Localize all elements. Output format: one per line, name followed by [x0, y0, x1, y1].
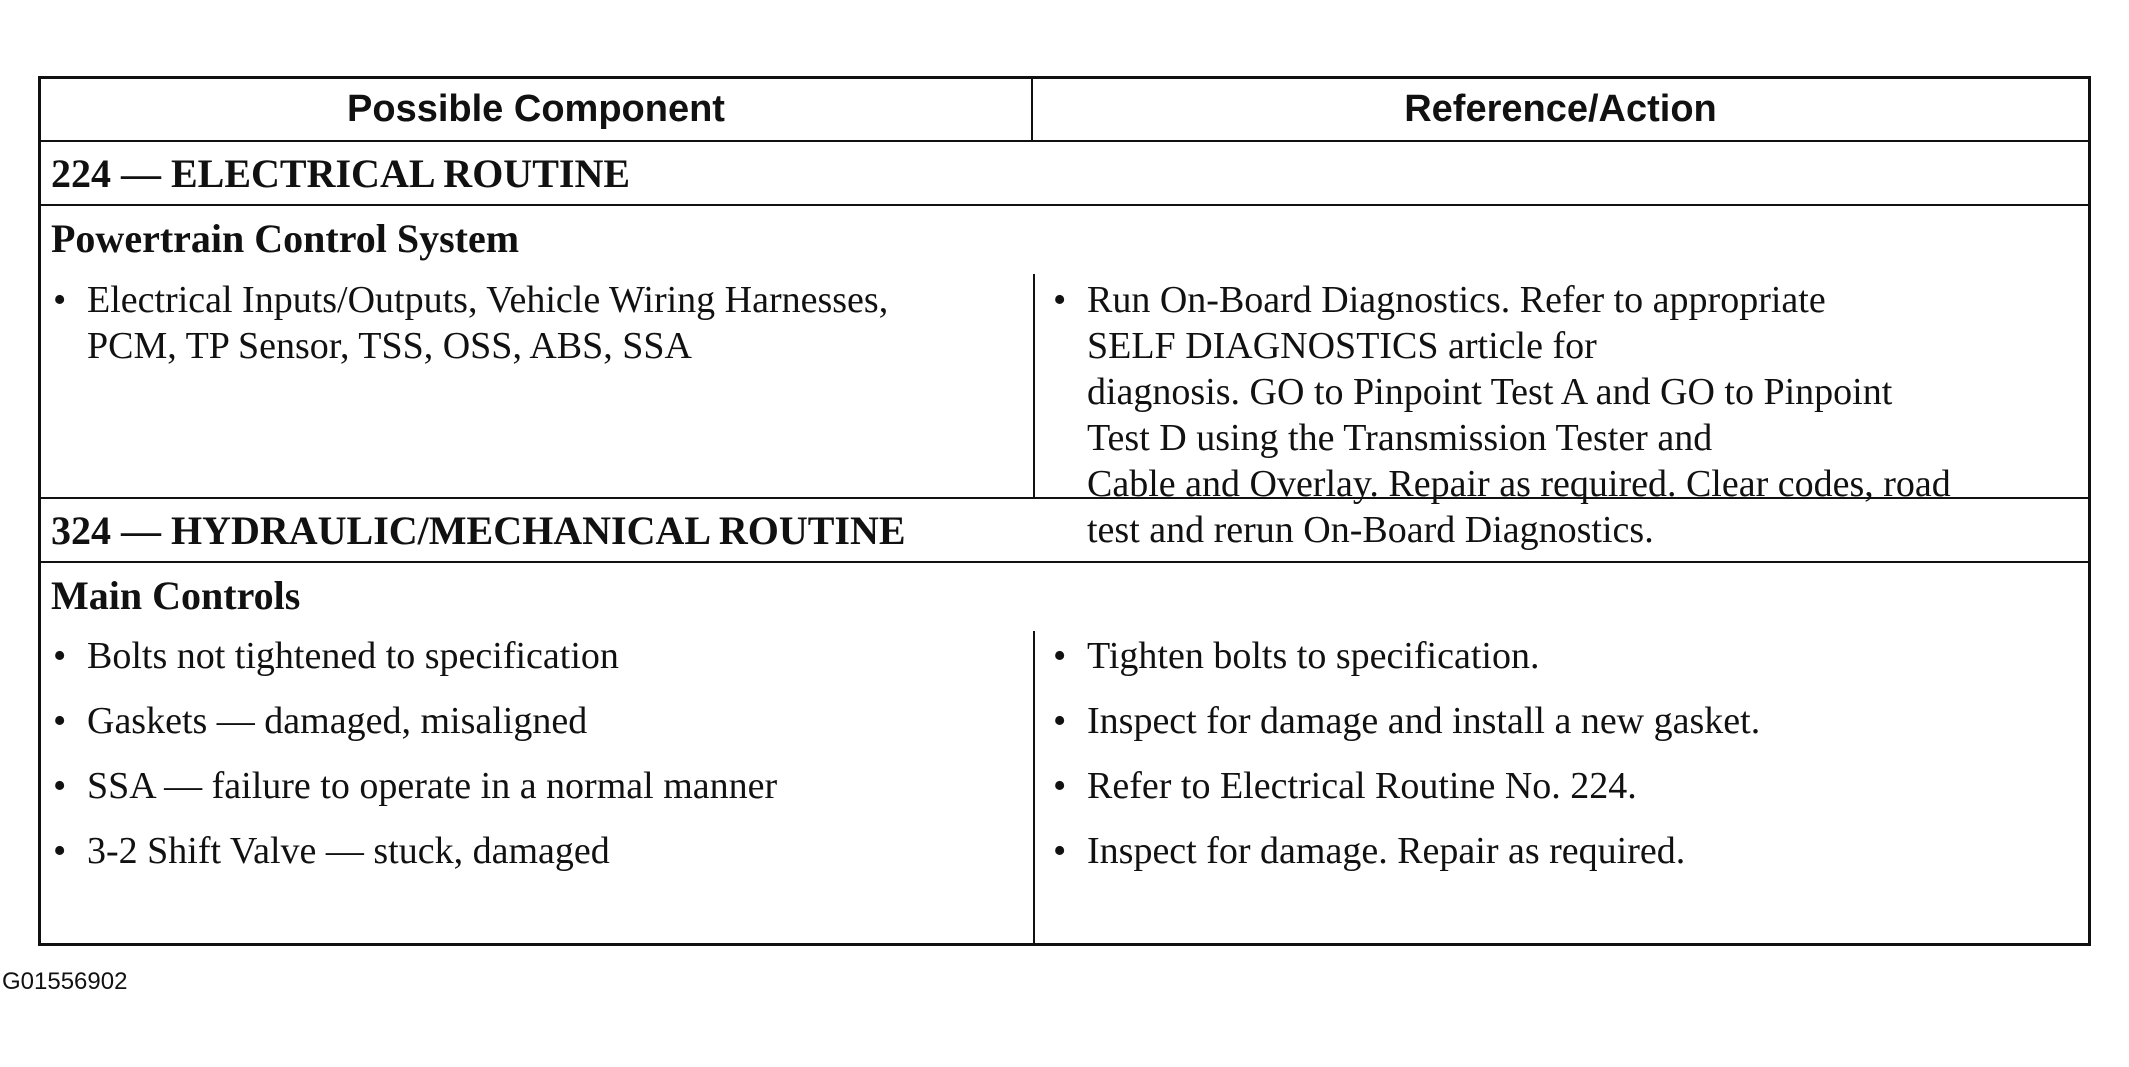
action-text: Run On-Board Diagnostics. Refer to appropriate SELF DIAGNOSTICS article for diagnosis. GO to Pinpoint Test A and GO to Pinpoint Test D using the Transmission Tester and Cable and Overlay. Repair as required. Clear codes, road test and rerun On-Board Diagnostics.	[1087, 279, 1951, 551]
column-header-possible-component: Possible Component	[41, 79, 1033, 140]
bullet-icon: •	[1053, 700, 1067, 742]
bullet-icon: •	[53, 700, 67, 742]
component-text: 3-2 Shift Valve — stuck, damaged	[87, 830, 610, 872]
section-title-224: 224 — ELECTRICAL ROUTINE	[41, 142, 2088, 206]
bullet-icon: •	[53, 830, 67, 872]
action-text: Inspect for damage and install a new gasket.	[1087, 700, 1761, 742]
action-text: Inspect for damage. Repair as required.	[1087, 830, 1686, 872]
bullet-icon: •	[53, 279, 67, 321]
subsection-title-main-controls: Main Controls	[51, 572, 301, 618]
diagnostic-table	[38, 76, 2091, 946]
figure-id: G01556902	[2, 968, 128, 995]
action-item	[1051, 633, 2081, 679]
subsection-title-powertrain: Powertrain Control System	[51, 215, 520, 261]
component-text: Bolts not tightened to specification	[87, 635, 619, 677]
bullet-icon: •	[1053, 635, 1067, 677]
component-text: Gaskets — damaged, misaligned	[87, 700, 588, 742]
section-block-324	[41, 563, 2088, 943]
action-text: Refer to Electrical Routine No. 224.	[1087, 765, 1637, 807]
bullet-icon: •	[1053, 765, 1067, 807]
column-header-reference-action: Reference/Action	[1404, 88, 1717, 130]
component-text: Electrical Inputs/Outputs, Vehicle Wiring Harnesses, PCM, TP Sensor, TSS, OSS, ABS, SSA	[87, 279, 889, 367]
action-text: Tighten bolts to specification.	[1087, 635, 1540, 677]
column-divider	[1033, 631, 1035, 943]
section-title-324: 324 — HYDRAULIC/MECHANICAL ROUTINE	[41, 499, 2088, 563]
action-item	[1051, 763, 2081, 809]
column-divider	[1033, 274, 1035, 497]
bullet-icon: •	[53, 765, 67, 807]
bullet-icon: •	[1053, 830, 1067, 872]
component-item	[51, 277, 1021, 369]
component-item	[51, 698, 1021, 744]
component-item	[51, 828, 1021, 874]
component-text: SSA — failure to operate in a normal manner	[87, 765, 778, 807]
bullet-icon: •	[1053, 279, 1067, 321]
component-item	[51, 763, 1021, 809]
action-item	[1051, 828, 2081, 874]
bullet-icon: •	[53, 635, 67, 677]
table-header	[41, 79, 2088, 142]
component-item	[51, 633, 1021, 679]
action-item	[1051, 698, 2081, 744]
